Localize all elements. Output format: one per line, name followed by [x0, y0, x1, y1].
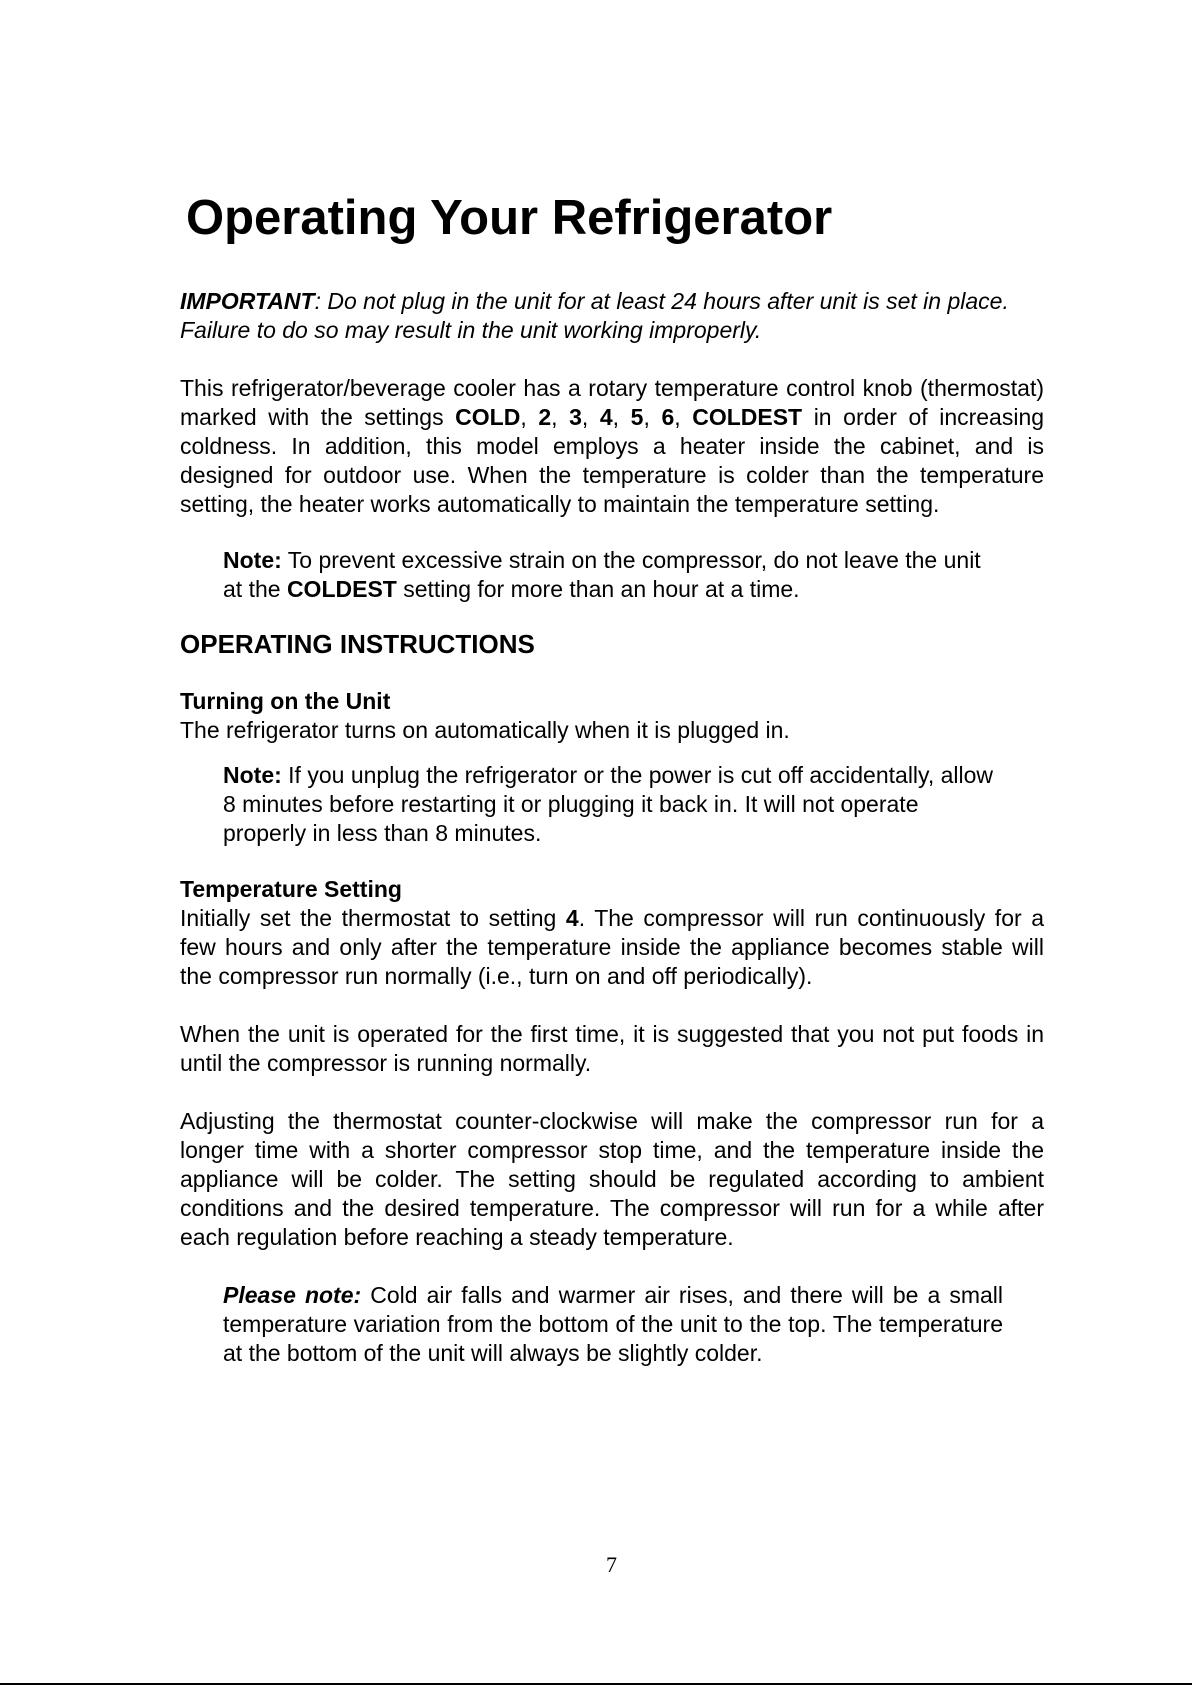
- note-coldest: COLDEST: [286, 576, 397, 602]
- subheading-turning-on: Turning on the Unit: [180, 688, 391, 714]
- separator: ,: [551, 404, 570, 430]
- important-notice: [180, 287, 1044, 345]
- turning-on-text: The refrigerator turns on automatically when it is plugged in.: [180, 717, 790, 743]
- note-text-2: setting for more than an hour at a time.: [396, 576, 800, 602]
- temperature-paragraph-1: [180, 904, 1044, 991]
- setting-cold: COLD: [455, 404, 521, 430]
- page-number: 7: [606, 1552, 617, 1577]
- note-compressor-strain: [223, 546, 1003, 604]
- note-unplug: [223, 761, 1003, 848]
- setting-4-bold: 4: [565, 905, 579, 931]
- separator: ,: [643, 404, 662, 430]
- page-content: [180, 287, 1044, 1368]
- separator: ,: [520, 404, 539, 430]
- temperature-text-1: Initially set the thermostat to setting: [180, 905, 566, 931]
- note-unplug-text: If you unplug the refrigerator or the power is cut off accidentally, allow 8 minutes before restarting it or plugging it back in. It will not operate properly in less than 8 minutes.: [223, 762, 994, 846]
- subheading-temperature-setting: Temperature Setting: [180, 876, 402, 902]
- important-text: : Do not plug in the unit for at least 24 hours after unit is set in place. Failure to do so may result in the unit working improperly.: [180, 288, 1009, 343]
- separator: ,: [674, 404, 693, 430]
- setting-3: 3: [569, 404, 582, 430]
- setting-coldest: COLDEST: [692, 404, 803, 430]
- intro-text-1: This refrigerator/beverage cooler has a rotary temperature control knob (thermostat) marked with the settings: [180, 375, 1044, 430]
- note-label: Note:: [223, 547, 282, 573]
- separator: ,: [581, 404, 600, 430]
- please-note-text: Cold air falls and warmer air rises, and there will be a small temperature variation from the bottom of the unit to the top. The temperature at the bottom of the unit will always be slightly colder.: [223, 1282, 1003, 1366]
- setting-5: 5: [630, 404, 644, 430]
- intro-text-2: in order of increasing coldness. In addition, this model employs a heater inside the cabinet, and is designed for outdoor use. When the temperature is colder than the temperature setting, the heater works automatically to maintain the temperature setting.: [180, 404, 1045, 517]
- intro-paragraph: [180, 374, 1044, 519]
- temperature-paragraph-3: Adjusting the thermostat counter-clockwise will make the compressor run for a longer time with a shorter compressor stop time, and the temperature inside the appliance will be colder. The setting should be regulated according to ambient conditions and the desired temperature. The compressor will run for a while after each regulation before reaching a steady temperature.: [180, 1108, 1044, 1250]
- separator: ,: [612, 404, 631, 430]
- note-label: Note:: [223, 762, 282, 788]
- temperature-text-2: . The compressor will run continuously for a few hours and only after the temperature inside the appliance becomes stable will the compressor run normally (i.e., turn on and off periodically).: [180, 905, 1044, 989]
- important-label: IMPORTANT: [180, 288, 315, 314]
- setting-6: 6: [661, 404, 675, 430]
- please-note: [223, 1281, 1003, 1368]
- setting-2: 2: [538, 404, 552, 430]
- temperature-paragraph-2: When the unit is operated for the first time, it is suggested that you not put foods in until the compressor is running normally.: [180, 1021, 1044, 1076]
- section-heading-operating-instructions: OPERATING INSTRUCTIONS: [180, 629, 535, 659]
- please-note-label: Please note:: [223, 1282, 362, 1308]
- page-title: Operating Your Refrigerator: [186, 191, 833, 245]
- note-text-1: To prevent excessive strain on the compressor, do not leave the unit at the: [223, 547, 981, 602]
- setting-4: 4: [599, 404, 613, 430]
